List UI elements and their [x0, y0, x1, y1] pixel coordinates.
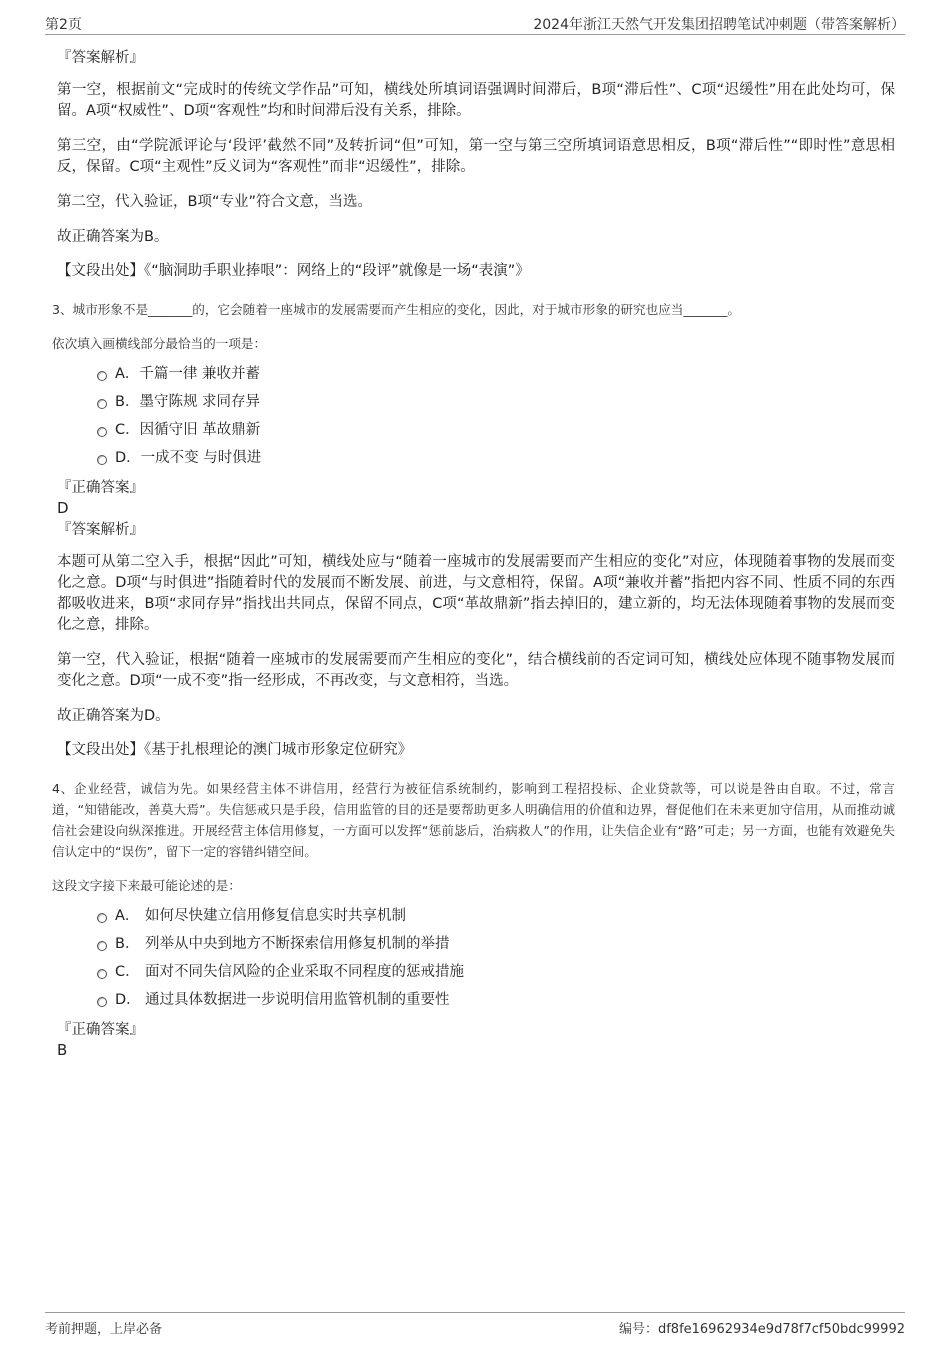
q3-answer-tag: 『正确答案』 — [57, 480, 144, 496]
q4-prompt: 这段文字接下来最可能论述的是： — [52, 878, 241, 893]
option-letter: B． — [115, 936, 140, 952]
q3-analysis-paragraph: 故正确答案为D。 — [57, 708, 170, 724]
radio-icon[interactable] — [97, 913, 107, 923]
radio-icon[interactable] — [97, 371, 107, 381]
radio-icon[interactable] — [97, 399, 107, 409]
q3-analysis-paragraph: 本题可从第二空入手，根据“因此”可知，横线处应与“随着一座城市的发展需要而产生相应的变化”对应，体现随着事物的发展而变化之意。D项“与时俱进”指随着时代的发展而不断发展、前进，与文意相符，保留。A项“兼收并蓄”指把内容不同、性质不同的东西都吸收进来，B项“求同存异”指找出共同点，保留不同点，C项“革故鼎新”指去掉旧的，建立新的，均无法体现随着事物的发展而变化之意，排除。 — [57, 554, 895, 633]
q2-analysis-paragraph: 故正确答案为B。 — [57, 229, 169, 245]
q3-source: 【文段出处】《基于扎根理论的澳门城市形象定位研究》 — [57, 742, 413, 758]
option-letter: D． — [115, 992, 141, 1008]
page-content — [52, 44, 895, 1061]
option-letter: D． — [115, 450, 141, 466]
q3-option-a[interactable] — [97, 364, 895, 392]
q3-answer: D — [57, 499, 69, 517]
option-text: 千篇一律 兼收并蓄 — [139, 366, 261, 382]
footer-slogan: 考前押题，上岸必备 — [45, 1322, 163, 1337]
radio-icon[interactable] — [97, 997, 107, 1007]
option-text: 如何尽快建立信用修复信息实时共享机制 — [145, 908, 406, 924]
radio-icon[interactable] — [97, 969, 107, 979]
q3-options — [97, 364, 895, 476]
q4-option-c[interactable] — [97, 962, 895, 990]
q3-option-b[interactable] — [97, 392, 895, 420]
option-text: 列举从中央到地方不断探索信用修复机制的举措 — [145, 936, 450, 952]
option-text: 通过具体数据进一步说明信用监管机制的重要性 — [145, 992, 450, 1008]
option-text: 因循守旧 革故鼎新 — [139, 422, 261, 438]
q2-source: 【文段出处】《“脑洞助手职业捧哏”：网络上的“段评”就像是一场“表演”》 — [57, 263, 530, 279]
q3-analysis-tag: 『答案解析』 — [57, 522, 144, 538]
q4-question-text: 4、企业经营，诚信为先。如果经营主体不讲信用，经营行为被征信系统制约，影响到工程招投标、企业贷款等，可以说是咎由自取。不过，常言道，“知错能改，善莫大焉”。失信惩戒只是手段，信用监管的目的还是要帮助更多人明确信用的价值和边界，督促他们在未来更加守信用，从而推动诚信社会建设向纵深推进。开展经营主体信用修复，一方面可以发挥“惩前毖后，治病救人”的作用，让失信企业有“路”可走；另一方面，也能有效避免失信认定中的“误伤”，留下一定的容错纠错空间。 — [52, 781, 895, 859]
option-text: 一成不变 与时俱进 — [140, 450, 262, 466]
option-letter: B． — [115, 394, 140, 410]
radio-icon[interactable] — [97, 427, 107, 437]
page-number: 第2页 — [45, 17, 82, 33]
q3-option-c[interactable] — [97, 420, 895, 448]
q4-option-a[interactable] — [97, 906, 895, 934]
option-letter: C． — [115, 964, 140, 980]
q4-answer: B — [57, 1041, 68, 1059]
q3-option-d[interactable] — [97, 448, 895, 476]
q4-answer-tag: 『正确答案』 — [57, 1022, 144, 1038]
q3-prompt: 依次填入画横线部分最恰当的一项是： — [52, 336, 267, 351]
footer-code: 编号：df8fe16962934e9d78f7cf50bdc99992 — [618, 1322, 905, 1337]
page-footer — [45, 1312, 905, 1337]
q2-analysis-paragraph: 第一空，根据前文“完成时的传统文学作品”可知，横线处所填词语强调时间滞后，B项“滞后性”、C项“迟缓性”用在此处均可，保留。A项“权威性”、D项“客观性”均和时间滞后没有关系，排除。 — [57, 82, 895, 119]
q4-options — [97, 906, 895, 1018]
page-header — [45, 12, 905, 35]
q3-analysis-paragraph: 第一空，代入验证，根据“随着一座城市的发展需要而产生相应的变化”，结合横线前的否定词可知，横线处应体现不随事物发展而变化之意。D项“一成不变”指一经形成，不再改变，与文意相符，当选。 — [57, 652, 895, 689]
option-letter: C． — [115, 422, 140, 438]
q2-analysis-paragraph: 第二空，代入验证，B项“专业”符合文意，当选。 — [57, 194, 372, 210]
option-letter: A． — [115, 366, 140, 382]
document-title: 2024年浙江天然气开发集团招聘笔试冲刺题（带答案解析） — [533, 17, 905, 33]
radio-icon[interactable] — [97, 941, 107, 951]
q2-analysis-tag: 『答案解析』 — [57, 50, 144, 66]
q4-option-d[interactable] — [97, 990, 895, 1018]
q4-option-b[interactable] — [97, 934, 895, 962]
radio-icon[interactable] — [97, 455, 107, 465]
option-text: 墨守陈规 求同存异 — [139, 394, 261, 410]
q3-question-text: 3、城市形象不是_______的，它会随着一座城市的发展需要而产生相应的变化，因此，对于城市形象的研究也应当_______。 — [52, 302, 741, 317]
option-letter: A． — [115, 908, 140, 924]
option-text: 面对不同失信风险的企业采取不同程度的惩戒措施 — [145, 964, 464, 980]
q2-analysis-paragraph: 第三空，由“学院派评论与‘段评’截然不同”及转折词“但”可知，第一空与第三空所填词语意思相反，B项“滞后性”“即时性”意思相反，保留。C项“主观性”反义词为“客观性”而非“迟缓性”，排除。 — [57, 138, 895, 175]
